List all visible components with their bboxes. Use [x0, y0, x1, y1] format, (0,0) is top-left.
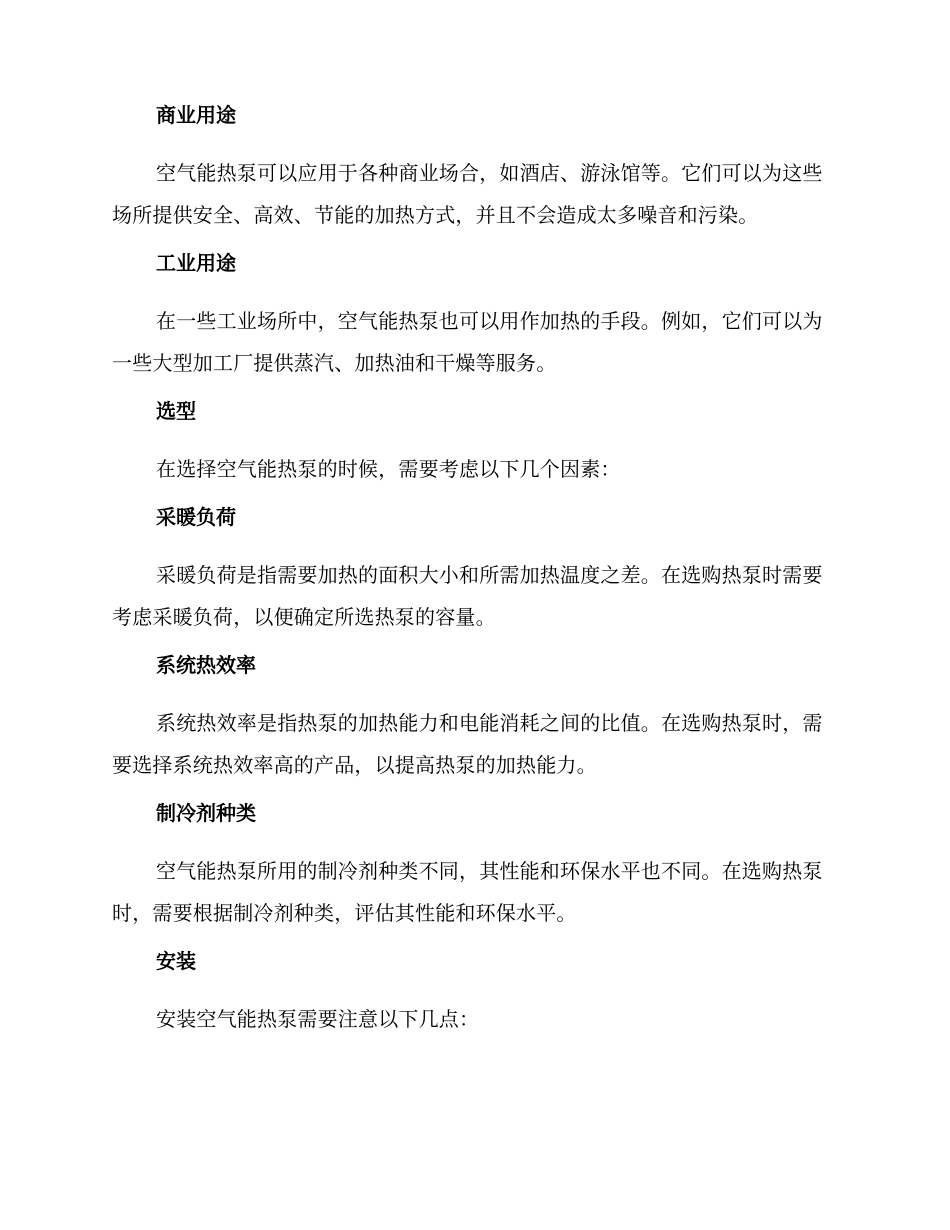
section-heading-refrigerant-type: 制冷剂种类 — [156, 801, 256, 825]
section-heading-system-efficiency: 系统热效率 — [156, 653, 256, 677]
section-text-industrial-use: 在一些工业场所中，空气能热泵也可以用作加热的手段。例如，它们可以为一些大型加工厂提供蒸汽、加热油和干燥等服务。 — [112, 309, 823, 375]
section-heading-heating-load: 采暖负荷 — [156, 505, 236, 529]
document-page — [112, 100, 832, 1040]
section-text-heating-load: 采暖负荷是指需要加热的面积大小和所需加热温度之差。在选购热泵时需要考虑采暖负荷，以便确定所选热泵的容量。 — [112, 563, 823, 629]
section-text-refrigerant-type: 空气能热泵所用的制冷剂种类不同，其性能和环保水平也不同。在选购热泵时，需要根据制冷剂种类，评估其性能和环保水平。 — [112, 859, 823, 925]
section-text-selection: 在选择空气能热泵的时候，需要考虑以下几个因素： — [156, 457, 621, 481]
section-text-commercial-use: 空气能热泵可以应用于各种商业场合，如酒店、游泳馆等。它们可以为这些场所提供安全、高效、节能的加热方式，并且不会造成太多噪音和污染。 — [112, 161, 823, 227]
section-heading-selection: 选型 — [156, 399, 196, 423]
section-text-system-efficiency: 系统热效率是指热泵的加热能力和电能消耗之间的比值。在选购热泵时，需要选择系统热效率高的产品，以提高热泵的加热能力。 — [112, 711, 823, 777]
section-heading-industrial-use: 工业用途 — [156, 251, 236, 275]
section-text-installation: 安装空气能热泵需要注意以下几点： — [156, 1007, 480, 1031]
section-heading-commercial-use: 商业用途 — [156, 103, 236, 127]
section-heading-installation: 安装 — [156, 949, 196, 973]
